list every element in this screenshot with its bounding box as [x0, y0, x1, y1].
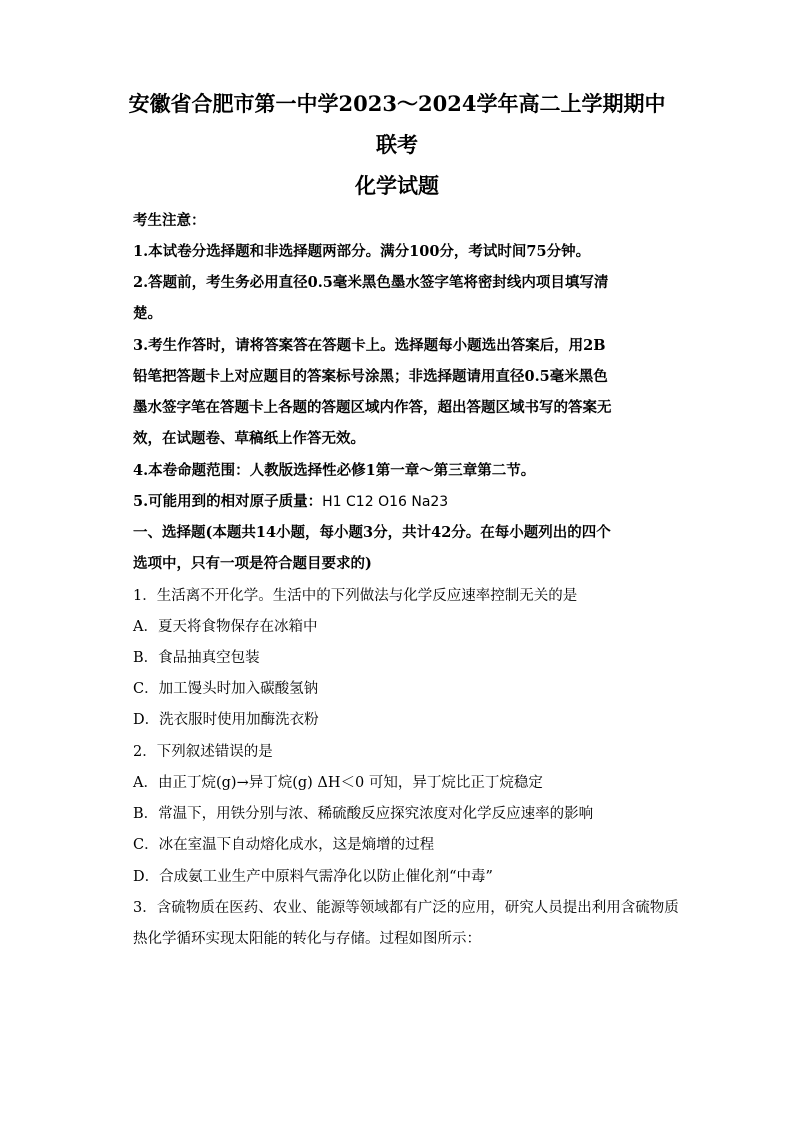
notice-item-3-line-3: 墨水签字笔在答题卡上各题的答题区域内作答，超出答题区域书写的答案无: [133, 399, 612, 416]
question-2-stem: 2．下列叙述错误的是: [133, 744, 273, 760]
question-2-option-a: A．由正丁烷(g)→异丁烷(g) ΔH＜0 可知，异丁烷比正丁烷稳定: [133, 775, 543, 791]
notice-item-1: 1.本试卷分选择题和非选择题两部分。满分100分，考试时间75分钟。: [133, 243, 591, 260]
question-1-option-d: D．洗衣服时使用加酶洗衣粉: [133, 712, 319, 728]
question-3-stem-line-1: 3．含硫物质在医药、农业、能源等领域都有广泛的应用，研究人员提出利用含硫物质: [133, 900, 679, 916]
question-2-option-d: D．合成氨工业生产中原料气需净化以防止催化剂“中毒”: [133, 869, 493, 885]
section-title-line-2: 选项中，只有一项是符合题目要求的): [133, 555, 372, 572]
question-1-option-c: C．加工馒头时加入碳酸氢钠: [133, 681, 319, 697]
notice-item-3-line-4: 效，在试题卷、草稿纸上作答无效。: [133, 430, 365, 447]
question-2-option-b: B．常温下，用铁分别与浓、稀硫酸反应探究浓度对化学反应速率的影响: [133, 806, 594, 822]
question-1-option-a: A．夏天将食物保存在冰箱中: [133, 619, 318, 635]
question-1-option-b: B．食品抽真空包装: [133, 650, 260, 666]
notice-item-3: 3.考生作答时，请将答案答在答题卡上。选择题每小题选出答案后，用2B: [133, 337, 606, 354]
exam-title-line-1: 安徽省合肥市第一中学2023～2024学年高二上学期期中: [128, 91, 666, 116]
notice-heading: 考生注意：: [133, 212, 206, 229]
notice-item-2-continued: 楚。: [133, 305, 162, 322]
notice-item-2: 2.答题前，考生务必用直径0.5毫米黑色墨水签字笔将密封线内项目填写清: [133, 274, 609, 291]
atomic-mass-label: 5.可能用到的相对原子质量：: [133, 493, 323, 510]
notice-item-5: [133, 491, 448, 513]
exam-subject-title: 化学试题: [355, 173, 439, 198]
question-3-stem-line-2: 热化学循环实现太阳能的转化与存储。过程如图所示：: [133, 931, 481, 947]
question-1-stem: 1．生活离不开化学。生活中的下列做法与化学反应速率控制无关的是: [133, 588, 578, 604]
notice-item-3-line-2: 铅笔把答题卡上对应题目的答案标号涂黑；非选择题请用直径0.5毫米黑色: [133, 368, 608, 385]
notice-item-4: 4.本卷命题范围：人教版选择性必修1第一章～第三章第二节。: [133, 462, 536, 479]
section-title-line-1: 一、选择题(本题共14小题，每小题3分，共计42分。在每小题列出的四个: [133, 524, 611, 541]
atomic-mass-values: H1 C12 O16 Na23: [322, 494, 449, 510]
question-2-option-c: C．冰在室温下自动熔化成水，这是熵增的过程: [133, 837, 435, 853]
exam-title-line-2: 联考: [376, 132, 418, 157]
